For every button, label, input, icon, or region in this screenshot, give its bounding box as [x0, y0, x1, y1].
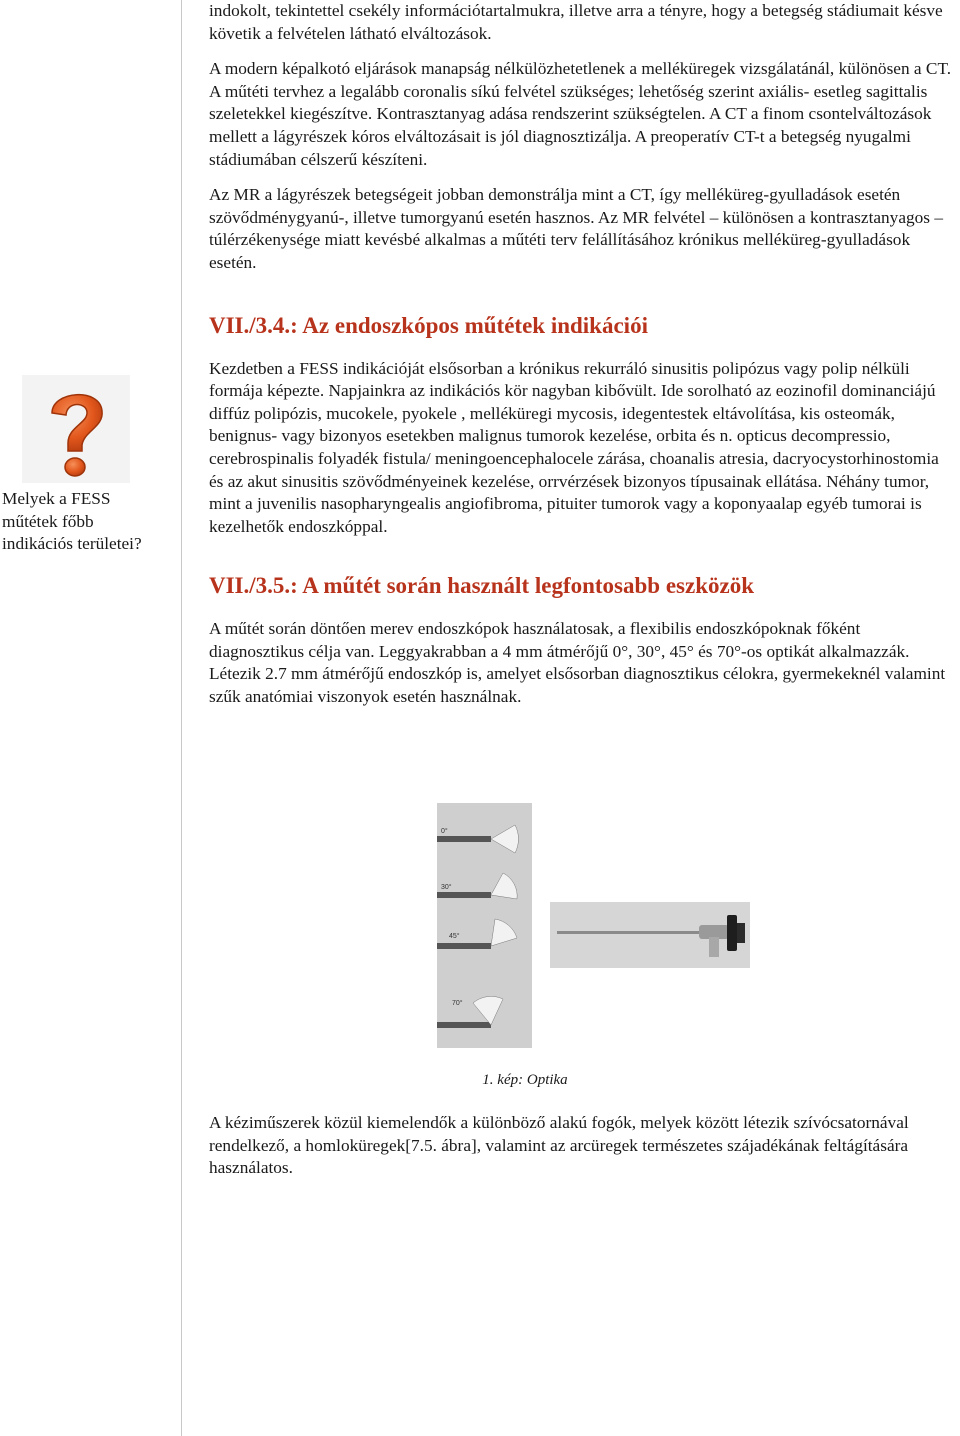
angle-label-30: 30°	[441, 884, 452, 891]
angle-label-0: 0°	[441, 828, 448, 835]
indications-paragraph: Kezdetben a FESS indikációját elsősorban a krónikus rekurráló sinusitis polipózus vagy polip nélküli formája képezte. Napjainkra az indikációs kör nagyban kibővült. Ide sorolható az eozinofil dominanciájú diffúz polipózis, mucokele, pyokele , melléküregi mycosis, idegentestek eltávolítása, kis osteomák, benignus- vagy bizonyos esetekben malignus tumorok kezelése, orbita és n. opticus decompressio, cerebrospinalis folyadék fistula/ meningoencephalocele zárása, choanalis atresia, dacryocystorhinostomia és az akut sinusitis szövődményeinek kezelése, orrvérzések bizonyos típusainak ellátása. Néhány tumor, mint a juvenilis nasopharyngealis angiofibroma, pituiter tumorok vagy a koponyaalap egyéb tumorai is kezelhetők endoszkóppal.	[209, 358, 939, 536]
figure-caption: 1. kép: Optika	[482, 1072, 568, 1088]
closing-paragraph: A kéziműszerek közül kiemelendők a különböző alakú fogók, melyek között létezik szívócsatornával rendelkező, a homloküregek[7.5. ábra], valamint az arcüregek természetes szájadékának feltágítására használatos.	[209, 1113, 909, 1178]
intro-paragraph-2: A modern képalkotó eljárások manapság nélkülözhetetlenek a melléküregek vizsgálatánál, különösen a CT. A műtéti tervhez a legalább coronalis síkú felvétel szükséges; lehetőség szerint axiális- esetleg sagittalis szeletekkel kiegészítve. Kontrasztanyag adása rendszerint szükségtelen. A CT a finom csontelváltozások mellett a lágyrészek kóros elváltozásait is jól diagnosztizálja. A preoperatív CT-t a betegség nyugalmi stádiumában célszerű készíteni.	[209, 59, 952, 169]
margin-divider	[181, 0, 182, 1436]
section-heading-indications: VII./3.4.: Az endoszkópos műtétek indikációi	[209, 312, 648, 338]
intro-paragraph-1: indokolt, tekintettel csekély információtartalmukra, illetve arra a tényre, hogy a betegség stádiumait késve követik a felvételen látható elváltozások.	[209, 1, 943, 43]
intro-paragraph-3: Az MR a lágyrészek betegségeit jobban demonstrálja mint a CT, így melléküreg-gyulladások esetén szövődménygyanú-, illetve tumorgyanú esetén hasznos. Az MR felvétel – különösen a kontrasztanyagos – túlérzékenysége miatt kevésbé alkalmas a műtéti terv felállításához krónikus melléküreg-gyulladások esetén.	[209, 185, 943, 272]
section-heading-instruments: VII./3.5.: A műtét során használt legfontosabb eszközök	[209, 573, 755, 599]
endoscope-optics-figure	[437, 803, 753, 1048]
margin-question-note: Melyek a FESS műtétek főbb indikációs területei?	[2, 489, 142, 554]
main-column	[209, 0, 957, 709]
instruments-paragraph: A műtét során döntően merev endoszkópok használatosak, a flexibilis endoszkópoknak főként diagnosztikus célja van. Leggyakrabban a 4 mm átmérőjű 0°, 30°, 45° és 70°-os optikát alkalmazzák. Létezik 2.7 mm átmérőjű endoszkóp is, amelyet elsősorban diagnosztikus célokra, gyermekeknél valamint szűk anatómiai viszonyok esetén használnak.	[209, 619, 946, 707]
angle-label-45: 45°	[449, 933, 460, 940]
angle-label-70: 70°	[452, 1000, 463, 1007]
question-mark-icon	[22, 375, 130, 483]
